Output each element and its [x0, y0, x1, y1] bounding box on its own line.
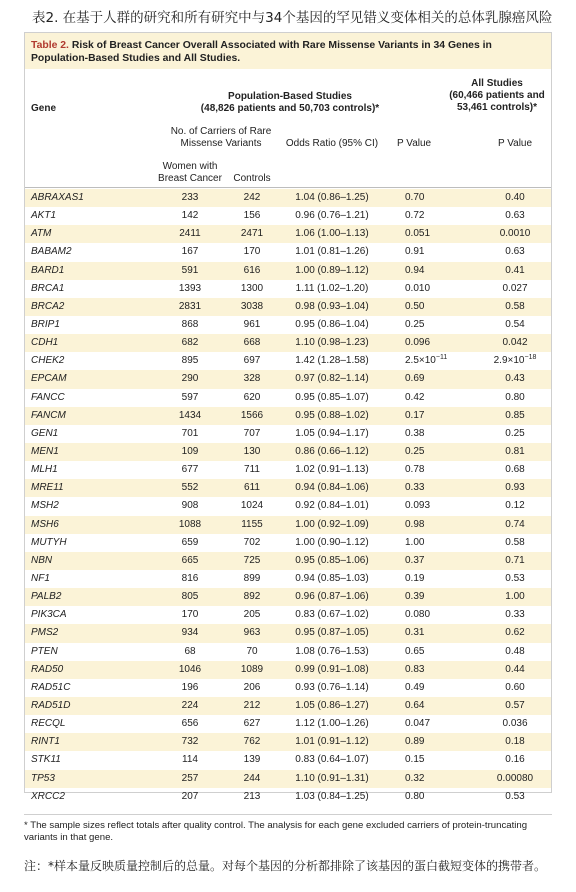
chinese-caption: 表2. 在基于人群的研究和所有研究中与34个基因的罕见错义变体相关的总体乳腺癌风险 [32, 10, 553, 26]
cases-cell: 2411 [179, 228, 201, 240]
controls-cell: 213 [243, 790, 261, 802]
controls-cell: 611 [244, 482, 260, 494]
odds-ratio-cell: 1.03 (0.84–1.25) [295, 790, 369, 802]
p-value-all-cell: 0.62 [505, 627, 525, 639]
gene-cell: XRCC2 [31, 790, 65, 802]
p-value-population-cell: 0.31 [405, 627, 425, 639]
cases-cell: 677 [181, 464, 199, 476]
gene-cell: PMS2 [31, 627, 59, 639]
table-row [25, 479, 551, 497]
table-row [25, 679, 551, 697]
p-value-population-cell: 0.25 [405, 318, 425, 330]
cases-cell: 732 [181, 736, 199, 748]
controls-cell: 1566 [240, 409, 264, 421]
odds-ratio-cell: 0.94 (0.85–1.03) [295, 572, 369, 584]
header-odds-ratio: Odds Ratio (95% CI) [285, 138, 379, 149]
cases-cell: 290 [181, 373, 199, 385]
gene-cell: PALB2 [31, 591, 62, 603]
p-value-population-cell: 0.69 [405, 373, 425, 385]
p-value-population-cell: 0.33 [405, 482, 425, 494]
p-value-all-cell: 0.80 [505, 391, 525, 403]
controls-cell: 1024 [240, 500, 264, 512]
header-population-subtitle: (48,826 patients and 50,703 controls)* [200, 103, 380, 114]
odds-ratio-cell: 0.93 (0.76–1.14) [295, 681, 369, 693]
odds-ratio-cell: 0.95 (0.88–1.02) [295, 409, 369, 421]
table-row [25, 298, 551, 316]
p-value-population-cell: 0.25 [405, 445, 425, 457]
cases-cell: 1046 [178, 663, 202, 675]
odds-ratio-cell: 1.08 (0.76–1.53) [295, 645, 369, 657]
odds-ratio-cell: 0.95 (0.85–1.07) [295, 391, 369, 403]
gene-cell: CHEK2 [31, 355, 65, 367]
p-value-population-cell: 0.89 [405, 736, 425, 748]
p-value-all-cell: 0.71 [505, 554, 525, 566]
gene-cell: ATM [31, 228, 52, 240]
header-gene: Gene [31, 103, 57, 114]
cases-cell: 805 [181, 591, 199, 603]
table-row [25, 570, 551, 588]
table-row [25, 733, 551, 751]
cases-cell: 170 [181, 609, 199, 621]
p-value-all-cell: $2.9\times 10^{-18}$ [493, 354, 537, 367]
header-women-line1: Women with [162, 161, 218, 172]
table-label: Table 2. [31, 40, 69, 51]
odds-ratio-cell: 1.02 (0.91–1.13) [295, 464, 369, 476]
header-p-value-all: P Value [497, 138, 533, 149]
controls-cell: 156 [243, 210, 261, 222]
header-all-subtitle-2: 53,461 controls)* [456, 102, 538, 113]
gene-cell: FANCM [31, 409, 66, 421]
cases-cell: 114 [182, 754, 198, 766]
p-value-all-cell: 0.25 [505, 427, 525, 439]
gene-cell: NBN [31, 554, 53, 566]
odds-ratio-cell: 0.94 (0.84–1.06) [295, 482, 369, 494]
controls-cell: 206 [243, 681, 261, 693]
p-value-all-cell: 0.027 [502, 282, 528, 294]
gene-cell: STK11 [31, 754, 61, 766]
p-value-population-cell: 0.39 [405, 591, 425, 603]
p-value-population-cell: 0.080 [405, 609, 431, 621]
table-row [25, 262, 551, 280]
p-value-all-cell: 0.042 [502, 337, 528, 349]
gene-cell: BABAM2 [31, 246, 72, 258]
table-row [25, 461, 551, 479]
p-value-all-cell: 0.63 [505, 210, 525, 222]
table-row [25, 352, 551, 370]
header-population-title: Population-Based Studies [228, 91, 352, 102]
p-value-all-cell: 0.036 [502, 718, 528, 730]
p-value-population-cell: 0.38 [405, 427, 425, 439]
table-row [25, 389, 551, 407]
cases-cell: 2831 [178, 300, 202, 312]
controls-cell: 130 [243, 445, 261, 457]
p-value-all-cell: 0.85 [505, 409, 525, 421]
cases-cell: 167 [181, 246, 199, 258]
cases-cell: 257 [181, 772, 199, 784]
table-row [25, 334, 551, 352]
cases-cell: 233 [181, 192, 199, 203]
table-title: Risk of Breast Cancer Overall Associated with Rare Missense Variants in 34 Genes in Population-Based Studies and All Studies. [31, 40, 492, 64]
header-women-line2: Breast Cancer [158, 173, 222, 184]
odds-ratio-cell: 0.96 (0.76–1.21) [295, 210, 369, 222]
gene-cell: AKT1 [31, 210, 57, 222]
p-value-population-cell: 0.17 [405, 409, 425, 421]
odds-ratio-cell: 1.42 (1.28–1.58) [295, 355, 369, 367]
gene-cell: ABRAXAS1 [31, 192, 84, 203]
gene-cell: CDH1 [31, 337, 59, 349]
odds-ratio-cell: 1.11 (1.02–1.20) [295, 282, 369, 294]
p-value-population-cell: 0.096 [405, 337, 431, 349]
controls-cell: 702 [243, 536, 261, 548]
table-row [25, 516, 551, 534]
table-row [25, 715, 551, 733]
controls-cell: 711 [244, 464, 260, 476]
gene-cell: RAD51C [31, 681, 71, 693]
p-value-population-cell: 0.72 [405, 210, 425, 222]
table-row [25, 189, 551, 207]
p-value-all-cell: 0.53 [505, 790, 525, 802]
footnote-rule [24, 814, 552, 815]
controls-cell: 3038 [240, 300, 264, 312]
table-row [25, 370, 551, 388]
table-row [25, 661, 551, 679]
p-value-population-cell: 0.49 [405, 681, 425, 693]
p-value-all-cell: 0.12 [505, 500, 525, 512]
odds-ratio-cell: 0.95 (0.86–1.04) [295, 318, 369, 330]
table-row [25, 751, 551, 769]
header-all-subtitle-1: (60,466 patients and [449, 90, 545, 101]
p-value-population-cell: 0.051 [405, 228, 431, 240]
p-value-population-cell: 0.19 [405, 572, 425, 584]
cases-cell: 682 [181, 337, 199, 349]
odds-ratio-cell: 1.01 (0.81–1.26) [295, 246, 369, 258]
cases-cell: 908 [181, 500, 199, 512]
controls-cell: 697 [243, 355, 261, 367]
p-value-all-cell: 0.43 [505, 373, 525, 385]
cases-cell: 895 [181, 355, 199, 367]
p-value-all-cell: 0.60 [505, 681, 525, 693]
p-value-population-cell: 0.83 [405, 663, 425, 675]
p-value-all-cell: 0.74 [505, 518, 525, 530]
header-carriers-line1: No. of Carriers of Rare [170, 126, 272, 137]
odds-ratio-cell: 1.00 (0.89–1.12) [295, 264, 369, 276]
table-body [25, 189, 551, 806]
p-value-all-cell: 0.33 [505, 609, 525, 621]
controls-cell: 1300 [240, 282, 264, 294]
controls-cell: 620 [243, 391, 261, 403]
odds-ratio-cell: 0.96 (0.87–1.06) [295, 591, 369, 603]
gene-cell: EPCAM [31, 373, 67, 385]
p-value-all-cell: 0.58 [505, 300, 525, 312]
p-value-population-cell: 0.65 [405, 645, 425, 657]
cases-cell: 109 [181, 445, 199, 457]
cases-cell: 597 [181, 391, 199, 403]
p-value-all-cell: 0.18 [505, 736, 525, 748]
p-value-all-cell: 0.58 [505, 536, 525, 548]
p-value-all-cell: 0.57 [505, 699, 525, 711]
header-controls: Controls [233, 173, 271, 184]
cases-cell: 701 [181, 427, 199, 439]
cases-cell: 68 [184, 645, 196, 657]
p-value-population-cell: 0.37 [405, 554, 425, 566]
table-row [25, 407, 551, 425]
p-value-population-cell: 0.91 [405, 246, 425, 258]
controls-cell: 2471 [240, 228, 264, 240]
gene-cell: FANCC [31, 391, 65, 403]
gene-cell: MSH2 [31, 500, 59, 512]
p-value-population-cell: 0.32 [405, 772, 425, 784]
gene-cell: RAD50 [31, 663, 64, 675]
p-value-population-cell: 1.00 [405, 536, 425, 548]
odds-ratio-cell: 0.83 (0.64–1.07) [295, 754, 369, 766]
p-value-population-cell: 0.94 [405, 264, 425, 276]
gene-cell: RAD51D [31, 699, 71, 711]
controls-cell: 892 [243, 591, 261, 603]
table-row [25, 697, 551, 715]
cases-cell: 552 [181, 482, 199, 494]
controls-cell: 961 [243, 318, 261, 330]
cases-cell: 207 [181, 790, 199, 802]
table-footnote: * The sample sizes reflect totals after quality control. The analysis for each gene excluded carriers of protein-truncating variants in that gene. [24, 820, 528, 843]
controls-cell: 762 [243, 736, 261, 748]
odds-ratio-cell: 0.98 (0.93–1.04) [295, 300, 369, 312]
gene-cell: GEN1 [31, 427, 59, 439]
controls-cell: 205 [243, 609, 261, 621]
odds-ratio-cell: 0.95 (0.85–1.06) [295, 554, 369, 566]
cases-cell: 656 [181, 718, 199, 730]
p-value-population-cell: 0.15 [405, 754, 425, 766]
gene-cell: TP53 [31, 772, 55, 784]
controls-cell: 1089 [240, 663, 264, 675]
gene-cell: BARD1 [31, 264, 65, 276]
cases-cell: 1088 [178, 518, 202, 530]
p-value-all-cell: 0.63 [505, 246, 525, 258]
table-row [25, 770, 551, 788]
odds-ratio-cell: 1.00 (0.90–1.12) [295, 536, 369, 548]
cases-cell: 934 [181, 627, 199, 639]
gene-cell: RECQL [31, 718, 66, 730]
table-row [25, 207, 551, 225]
odds-ratio-cell: 0.97 (0.82–1.14) [295, 373, 369, 385]
gene-cell: MSH6 [31, 518, 59, 530]
table-row [25, 280, 551, 298]
controls-cell: 616 [243, 264, 261, 276]
p-value-population-cell: 0.70 [405, 192, 425, 203]
odds-ratio-cell: 1.12 (1.00–1.26) [295, 718, 369, 730]
odds-ratio-cell: 0.99 (0.91–1.08) [295, 663, 369, 675]
chinese-note: 注：*样本量反映质量控制后的总量。对每个基因的分析都排除了该基因的蛋白截短变体的携带者。 [24, 859, 547, 873]
table-row [25, 243, 551, 261]
table-row [25, 606, 551, 624]
cases-cell: 224 [181, 699, 199, 711]
odds-ratio-cell: 1.00 (0.92–1.09) [295, 518, 369, 530]
controls-cell: 899 [243, 572, 261, 584]
cases-cell: 142 [181, 210, 199, 222]
table-row [25, 497, 551, 515]
p-value-all-cell: 0.53 [505, 572, 525, 584]
p-value-population-cell: 0.50 [405, 300, 425, 312]
p-value-population-cell: 0.98 [405, 518, 425, 530]
p-value-all-cell: 0.48 [505, 645, 525, 657]
controls-cell: 707 [243, 427, 261, 439]
controls-cell: 244 [243, 772, 261, 784]
table-row [25, 588, 551, 606]
controls-cell: 328 [243, 373, 261, 385]
p-value-population-cell: 0.010 [405, 282, 431, 294]
p-value-population-cell: 0.42 [405, 391, 425, 403]
odds-ratio-cell: 0.86 (0.66–1.12) [295, 445, 369, 457]
table-frame [24, 32, 552, 802]
table-row [25, 552, 551, 570]
header-rule [25, 187, 551, 188]
odds-ratio-cell: 1.10 (0.98–1.23) [295, 337, 369, 349]
p-value-population-cell: 0.78 [405, 464, 425, 476]
gene-cell: MEN1 [31, 445, 59, 457]
p-value-population-cell: $2.5\times 10^{-11}$ [405, 354, 448, 367]
table-row [25, 643, 551, 661]
table-row [25, 225, 551, 243]
table-row [25, 443, 551, 461]
odds-ratio-cell: 0.92 (0.84–1.01) [295, 500, 369, 512]
controls-cell: 212 [243, 699, 261, 711]
p-value-population-cell: 0.80 [405, 790, 425, 802]
header-carriers-line2: Missense Variants [180, 138, 262, 149]
cases-cell: 659 [181, 536, 199, 548]
p-value-population-cell: 0.64 [405, 699, 425, 711]
gene-cell: NF1 [31, 572, 50, 584]
cases-cell: 868 [181, 318, 199, 330]
gene-cell: MRE11 [31, 482, 64, 494]
odds-ratio-cell: 1.06 (1.00–1.13) [295, 228, 369, 240]
p-value-all-cell: 0.81 [505, 445, 525, 457]
cases-cell: 1393 [178, 282, 202, 294]
cases-cell: 1434 [178, 409, 202, 421]
p-value-all-cell: 0.41 [505, 264, 525, 276]
gene-cell: BRCA1 [31, 282, 65, 294]
controls-cell: 242 [243, 192, 261, 203]
p-value-population-cell: 0.093 [405, 500, 431, 512]
controls-cell: 70 [246, 645, 258, 657]
controls-cell: 627 [243, 718, 261, 730]
table-row [25, 316, 551, 334]
p-value-all-cell: 0.40 [505, 192, 525, 203]
cases-cell: 591 [181, 264, 199, 276]
odds-ratio-cell: 0.83 (0.67–1.02) [295, 609, 369, 621]
odds-ratio-cell: 0.95 (0.87–1.05) [295, 627, 369, 639]
p-value-all-cell: 0.93 [505, 482, 525, 494]
p-value-all-cell: 0.00080 [496, 772, 534, 784]
controls-cell: 1155 [241, 518, 263, 530]
table-row [25, 624, 551, 642]
cases-cell: 196 [181, 681, 199, 693]
gene-cell: MLH1 [31, 464, 58, 476]
gene-cell: PTEN [31, 645, 58, 657]
table-row [25, 788, 551, 806]
odds-ratio-cell: 1.04 (0.86–1.25) [295, 192, 369, 203]
gene-cell: PIK3CA [31, 609, 67, 621]
gene-cell: MUTYH [31, 536, 67, 548]
table-row [25, 534, 551, 552]
p-value-all-cell: 0.68 [505, 464, 525, 476]
controls-cell: 139 [243, 754, 261, 766]
controls-cell: 963 [243, 627, 261, 639]
odds-ratio-cell: 1.10 (0.91–1.31) [295, 772, 369, 784]
gene-cell: BRIP1 [31, 318, 60, 330]
odds-ratio-cell: 1.05 (0.86–1.27) [295, 699, 369, 711]
odds-ratio-cell: 1.05 (0.94–1.17) [295, 427, 369, 439]
controls-cell: 725 [243, 554, 261, 566]
header-p-value-population: P Value [397, 138, 432, 149]
p-value-all-cell: 0.16 [505, 754, 525, 766]
controls-cell: 668 [243, 337, 261, 349]
p-value-all-cell: 0.54 [505, 318, 525, 330]
cases-cell: 816 [181, 572, 199, 584]
p-value-all-cell: 0.0010 [499, 228, 531, 240]
gene-cell: BRCA2 [31, 300, 65, 312]
odds-ratio-cell: 1.01 (0.91–1.12) [295, 736, 369, 748]
cases-cell: 665 [181, 554, 199, 566]
controls-cell: 170 [243, 246, 261, 258]
table-title-bar [25, 33, 551, 69]
p-value-all-cell: 1.00 [505, 591, 525, 603]
p-value-all-cell: 0.44 [505, 663, 525, 675]
gene-cell: RINT1 [31, 736, 60, 748]
table-row [25, 425, 551, 443]
p-value-population-cell: 0.047 [405, 718, 431, 730]
header-all-title: All Studies [471, 78, 523, 89]
